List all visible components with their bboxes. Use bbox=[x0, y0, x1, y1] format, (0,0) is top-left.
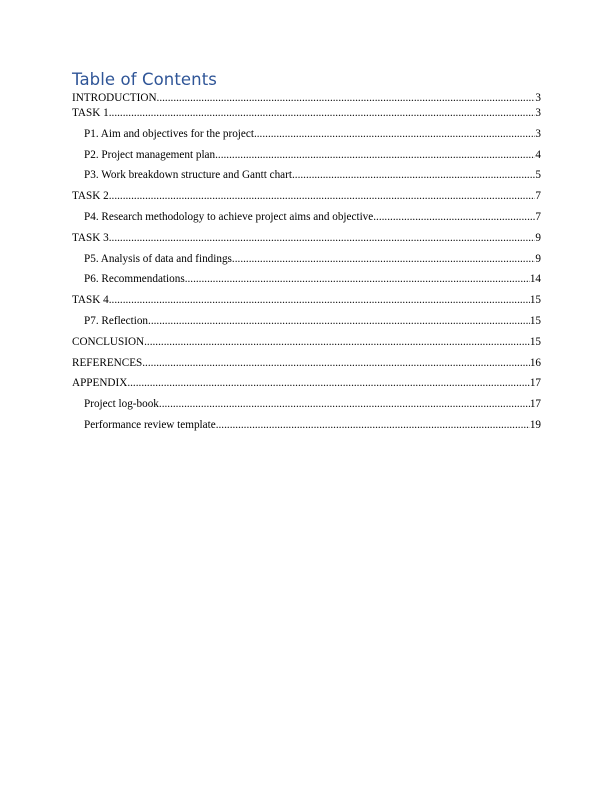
toc-entry-label: P4. Research methodology to achieve project aims and objective bbox=[84, 210, 374, 223]
toc-entry-p6[interactable] bbox=[72, 273, 541, 294]
toc-entry-p2[interactable] bbox=[72, 149, 541, 170]
toc-entry-label: APPENDIX bbox=[72, 377, 128, 390]
toc-entry-label: TASK 4 bbox=[72, 294, 109, 307]
toc-entry-project-log-book[interactable] bbox=[72, 398, 541, 419]
toc-dot-leader bbox=[109, 232, 536, 244]
toc-entry-p5[interactable] bbox=[72, 253, 541, 274]
toc-dot-leader bbox=[157, 92, 536, 104]
toc-entry-page: 17 bbox=[529, 398, 541, 411]
toc-entry-label: Project log-book bbox=[84, 398, 159, 411]
toc-entry-page: 7 bbox=[535, 190, 541, 203]
toc-dot-leader bbox=[109, 190, 536, 202]
toc-dot-leader bbox=[109, 294, 530, 306]
toc-dot-leader bbox=[232, 253, 535, 265]
toc-entry-appendix[interactable] bbox=[72, 377, 541, 398]
table-of-contents bbox=[72, 69, 541, 440]
toc-entry-task-4[interactable] bbox=[72, 294, 541, 315]
toc-entry-page: 15 bbox=[529, 294, 541, 307]
toc-entry-label: P2. Project management plan bbox=[84, 148, 216, 161]
toc-dot-leader bbox=[109, 107, 536, 119]
toc-entry-page: 3 bbox=[535, 92, 541, 104]
toc-entry-references[interactable] bbox=[72, 357, 541, 378]
toc-dot-leader bbox=[159, 398, 530, 410]
toc-entry-page: 15 bbox=[529, 314, 541, 327]
toc-entry-conclusion[interactable] bbox=[72, 336, 541, 357]
toc-entry-page: 3 bbox=[535, 107, 541, 119]
toc-entry-page: 9 bbox=[535, 231, 541, 244]
toc-entry-label: P7. Reflection bbox=[84, 314, 149, 327]
toc-entry-page: 3 bbox=[535, 127, 541, 140]
toc-entry-label: P1. Aim and objectives for the project bbox=[84, 127, 254, 140]
toc-entry-introduction[interactable] bbox=[72, 92, 541, 107]
toc-dot-leader bbox=[254, 128, 535, 140]
toc-entry-label: TASK 1 bbox=[72, 107, 109, 119]
toc-entry-label: TASK 3 bbox=[72, 231, 109, 244]
toc-entry-label: Performance review template bbox=[84, 418, 216, 431]
toc-entry-page: 14 bbox=[529, 273, 541, 286]
toc-entry-task-2[interactable] bbox=[72, 190, 541, 211]
toc-entry-label: P3. Work breakdown structure and Gantt chart bbox=[84, 169, 292, 182]
toc-entry-p7[interactable] bbox=[72, 315, 541, 336]
toc-entry-page: 19 bbox=[529, 418, 541, 431]
toc-dot-leader bbox=[215, 149, 535, 161]
toc-entry-p4[interactable] bbox=[72, 211, 541, 232]
toc-entry-p3[interactable] bbox=[72, 169, 541, 190]
toc-dot-leader bbox=[292, 169, 535, 181]
toc-entry-task-3[interactable] bbox=[72, 232, 541, 253]
toc-dot-leader bbox=[185, 273, 530, 285]
toc-entry-page: 9 bbox=[535, 252, 541, 265]
toc-dot-leader bbox=[148, 315, 530, 327]
toc-title: Table of Contents bbox=[72, 70, 217, 89]
toc-dot-leader bbox=[373, 211, 535, 223]
toc-entry-task-1[interactable] bbox=[72, 107, 541, 128]
toc-entry-page: 4 bbox=[535, 148, 541, 161]
toc-dot-leader bbox=[142, 357, 530, 369]
toc-entry-label: P5. Analysis of data and findings bbox=[84, 252, 232, 265]
toc-entry-page: 16 bbox=[529, 356, 541, 369]
toc-entry-label: P6. Recommendations bbox=[84, 273, 185, 286]
toc-entry-label: TASK 2 bbox=[72, 190, 109, 203]
toc-entry-label: INTRODUCTION bbox=[72, 92, 157, 104]
toc-entry-page: 5 bbox=[535, 169, 541, 182]
toc-entry-page: 15 bbox=[529, 335, 541, 348]
toc-entry-page: 7 bbox=[535, 210, 541, 223]
toc-entry-page: 17 bbox=[529, 377, 541, 390]
toc-entry-label: CONCLUSION bbox=[72, 335, 145, 348]
toc-dot-leader bbox=[127, 377, 529, 389]
toc-entry-label: REFERENCES bbox=[72, 356, 143, 369]
toc-dot-leader bbox=[144, 336, 530, 348]
toc-dot-leader bbox=[216, 419, 530, 431]
toc-entry-p1[interactable] bbox=[72, 128, 541, 149]
toc-entry-performance-review-template[interactable] bbox=[72, 419, 541, 440]
